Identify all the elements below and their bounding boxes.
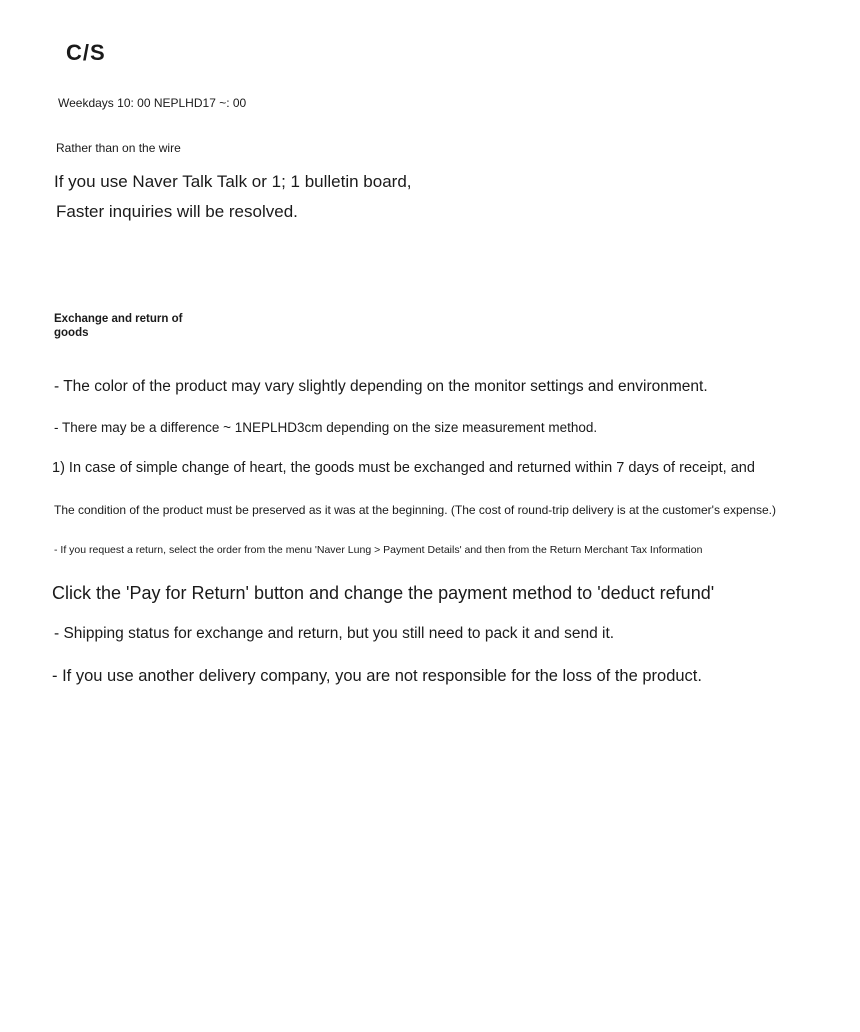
contact-subtitle: Rather than on the wire — [56, 141, 181, 155]
exchange-heading: Exchange and return of goods — [54, 313, 183, 339]
business-hours: Weekdays 10: 00 NEPLHD17 ~: 00 — [58, 96, 247, 110]
page-title: C/S — [66, 40, 106, 65]
notice-item: - If you use another delivery company, you are not responsible for the loss of the product. — [52, 667, 702, 685]
notice-item: - If you request a return, select the order from the menu 'Naver Lung > Payment Details' and then from the Return Merchant Tax Information — [54, 544, 703, 556]
notice-item: - There may be a difference ~ 1NEPLHD3cm depending on the size measurement method. — [54, 420, 598, 435]
notice-item: The condition of the product must be preserved as it was at the beginning. (The cost of round-trip delivery is at the customer's expense.) — [54, 503, 776, 517]
contact-line-1: If you use Naver Talk Talk or 1; 1 bulletin board, — [54, 172, 412, 191]
contact-line-2: Faster inquiries will be resolved. — [56, 202, 298, 221]
notice-item: 1) In case of simple change of heart, the goods must be exchanged and returned within 7 days of receipt, and — [52, 460, 755, 476]
notice-item: - Shipping status for exchange and return, but you still need to pack it and send it. — [54, 625, 615, 642]
notice-item: Click the 'Pay for Return' button and change the payment method to 'deduct refund' — [52, 583, 715, 603]
notice-item: - The color of the product may vary slightly depending on the monitor settings and environment. — [54, 378, 708, 395]
